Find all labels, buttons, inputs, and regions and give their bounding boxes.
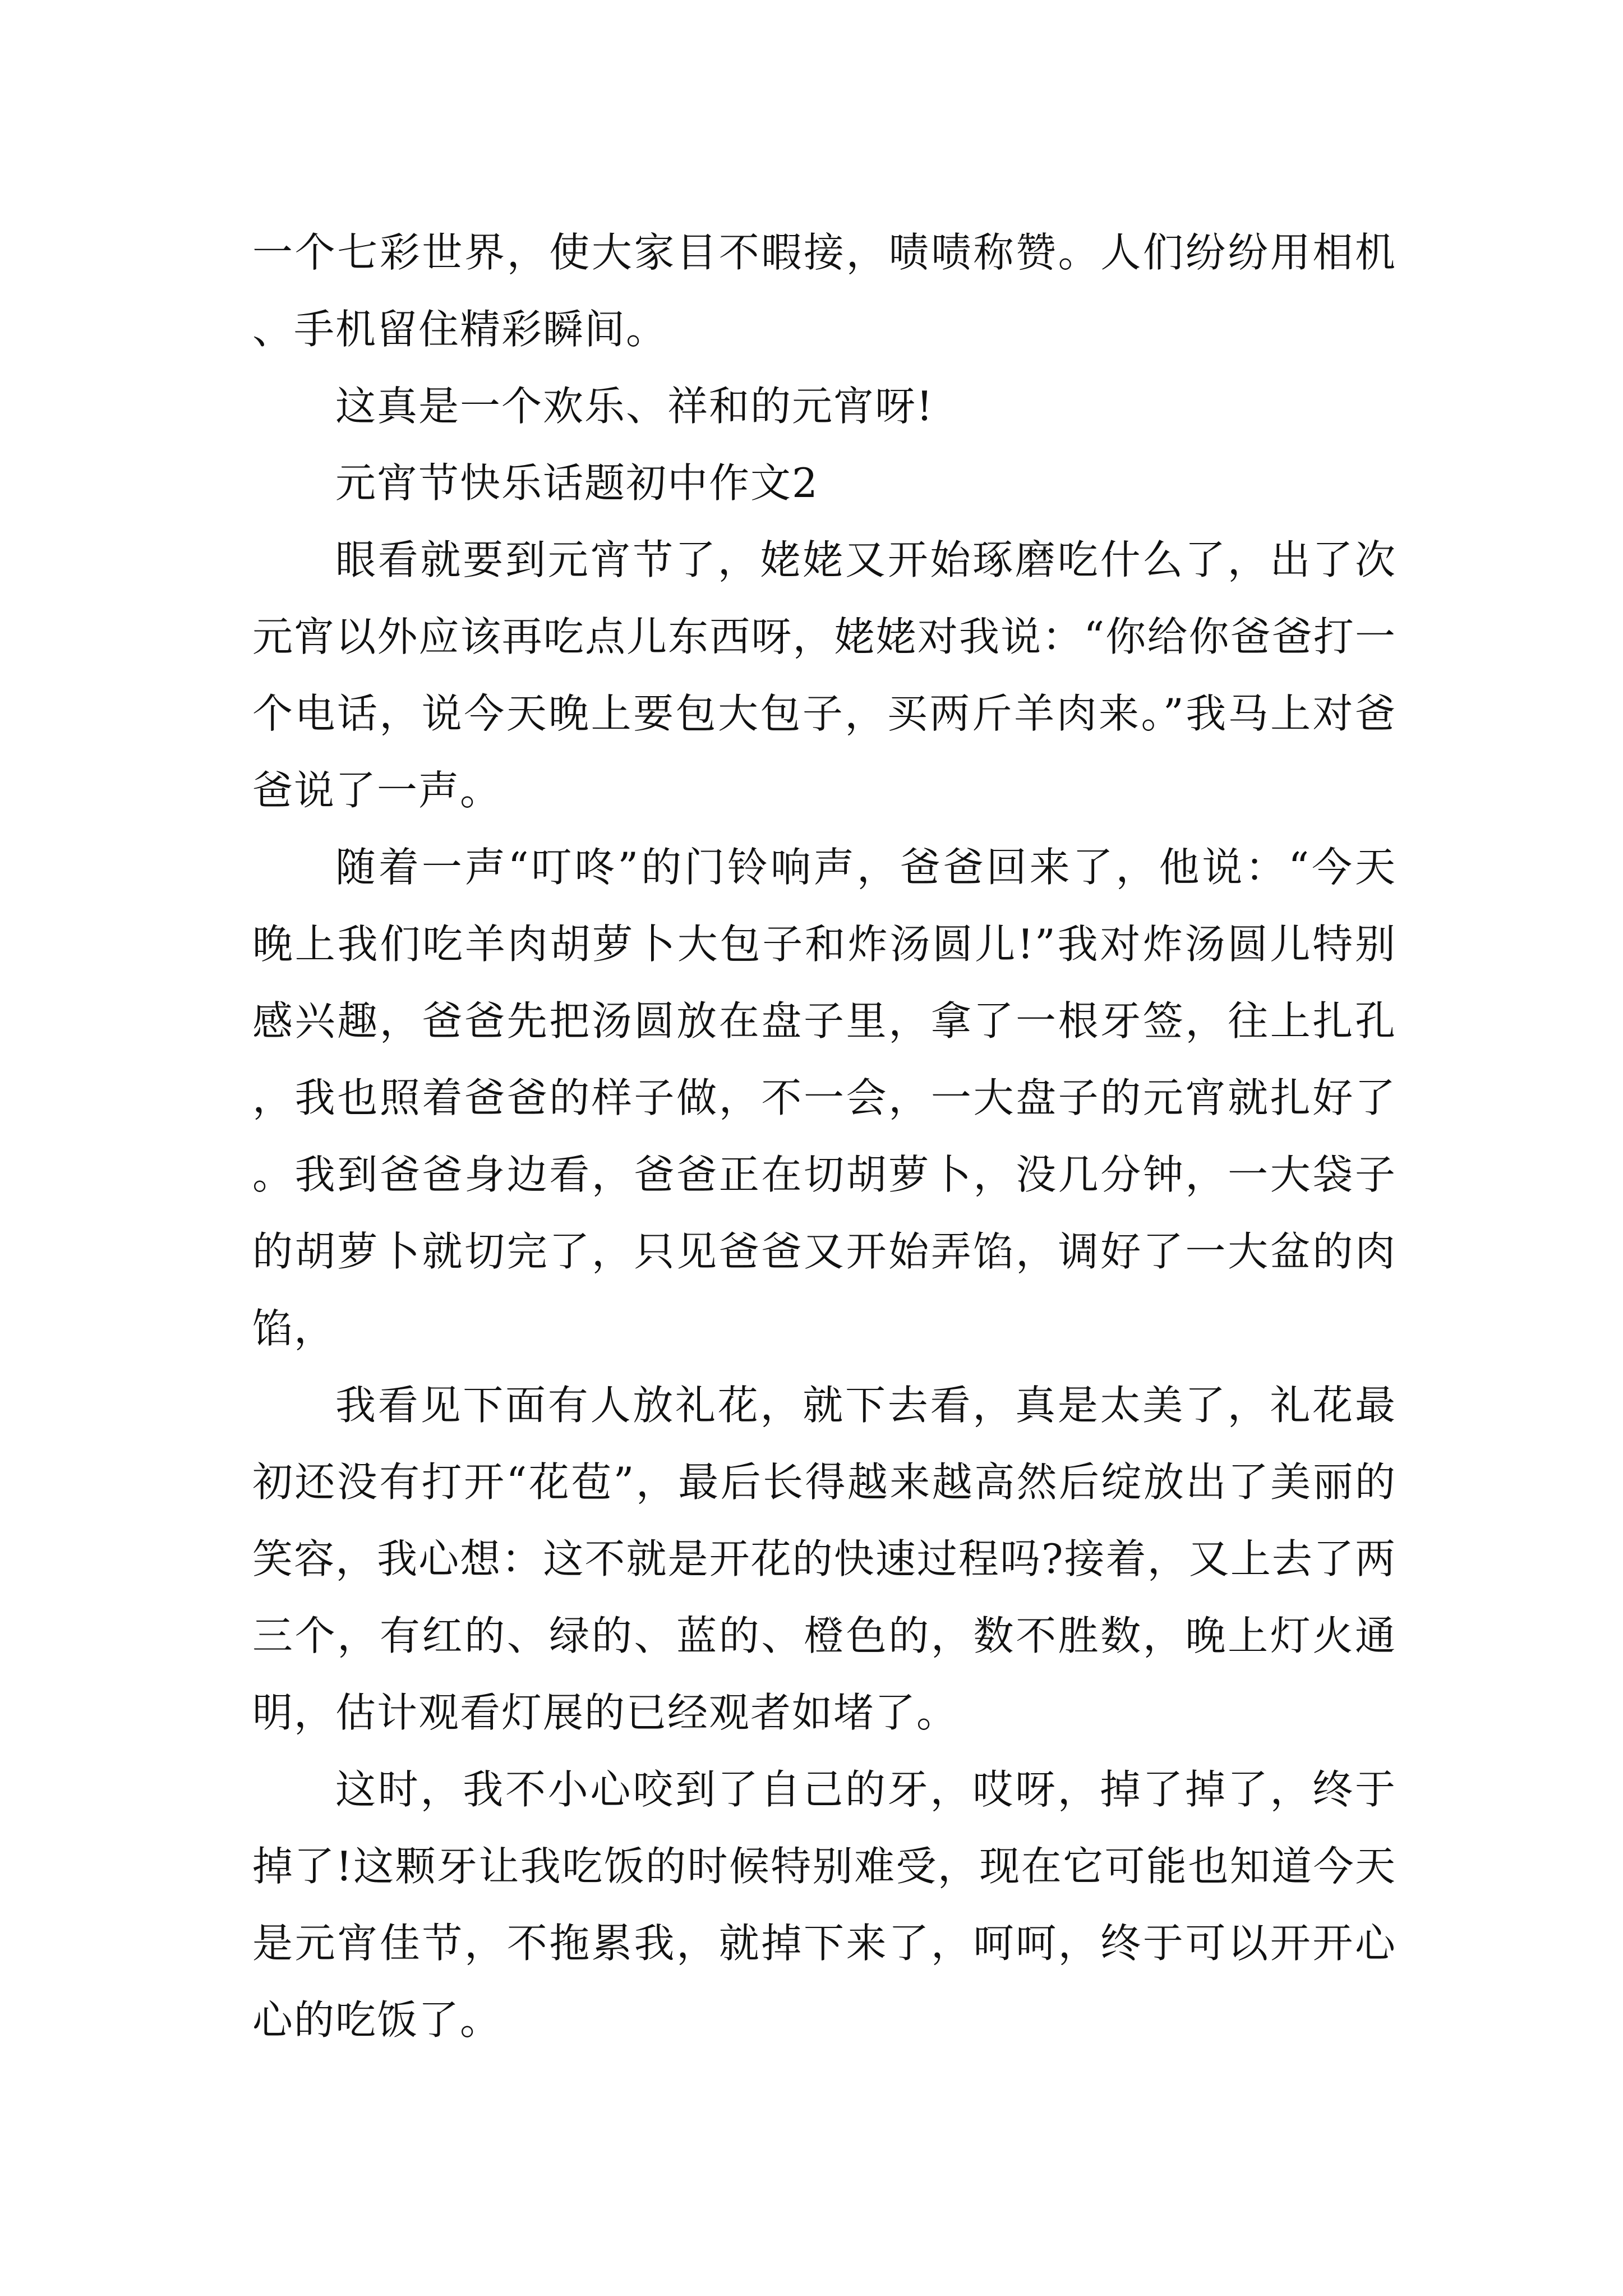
document-body: [252, 214, 1396, 2059]
paragraph-3: 眼看就要到元宵节了，姥姥又开始琢磨吃什么了，出了次元宵以外应该再吃点儿东西呀，姥姥对我说：“你给你爸爸打一个电话，说今天晚上要包大包子，买两斤羊肉来。”我马上对爸爸说了一声。: [252, 536, 1396, 814]
paragraph-2: 这真是一个欢乐、祥和的元宵呀!: [335, 383, 934, 430]
section-title: 元宵节快乐话题初中作文2: [335, 459, 819, 507]
paragraph-5: 我看见下面有人放礼花，就下去看，真是太美了，礼花最初还没有打开“花苞”，最后长得越来越高然后绽放出了美丽的笑容，我心想：这不就是开花的快速过程吗?接着，又上去了两三个，有红的、绿的、蓝的、橙色的，数不胜数，晚上灯火通明，估计观看灯展的已经观者如堵了。: [252, 1382, 1396, 1736]
paragraph-1: 一个七彩世界，使大家目不暇接，啧啧称赞。人们纷纷用相机、手机留住精彩瞬间。: [252, 229, 1396, 353]
paragraph-4: 随着一声“叮咚”的门铃响声，爸爸回来了，他说：“今天晚上我们吃羊肉胡萝卜大包子和炸汤圆儿!”我对炸汤圆儿特别感兴趣，爸爸先把汤圆放在盘子里，拿了一根牙签，往上扎孔，我也照着爸爸的样子做，不一会，一大盘子的元宵就扎好了。我到爸爸身边看，爸爸正在切胡萝卜，没几分钟，一大袋子的胡萝卜就切完了，只见爸爸又开始弄馅，调好了一大盆的肉馅，: [252, 844, 1396, 1352]
paragraph-6: 这时，我不小心咬到了自己的牙，哎呀，掉了掉了，终于掉了!这颗牙让我吃饭的时候特别难受，现在它可能也知道今天是元宵佳节，不拖累我，就掉下来了，呵呵，终于可以开开心心的吃饭了。: [252, 1766, 1396, 2044]
